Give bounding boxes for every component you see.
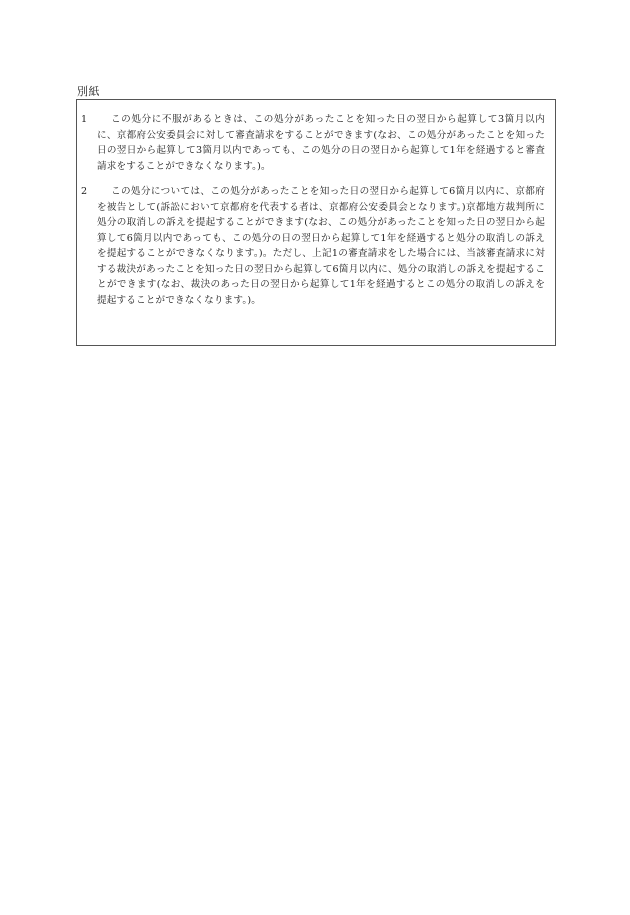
clause-1	[81, 112, 545, 174]
clause-number: 1	[81, 114, 88, 125]
clause-2	[81, 184, 545, 308]
clause-text: この処分に不服があるときは、この処分があったことを知った日の翌日から起算して3箇月以内に、京都府公安委員会に対して審査請求をすることができます(なお、この処分があったことを知った日の翌日から起算して3箇月以内であっても、この処分の日の翌日から起算して1年を経過すると審査請求をすることができなくなります。)。	[97, 114, 545, 172]
clause-number: 2	[81, 186, 88, 197]
appeal-notice-box	[76, 99, 556, 346]
clause-text: この処分については、この処分があったことを知った日の翌日から起算して6箇月以内に、京都府を被告として(訴訟において京都府を代表する者は、京都府公安委員会となります。)京都地方裁判所に処分の取消しの訴えを提起することができます(なお、この処分があったことを知った日の翌日から起算して6箇月以内であっても、この処分の日の翌日から起算して1年を経過すると処分の取消しの訴えを提起することができなくなります。)。ただし、上記1の審査請求をした場合には、当該審査請求に対する裁決があったことを知った日の翌日から起算して6箇月以内に、処分の取消しの訴えを提起することができます(なお、裁決のあった日の翌日から起算して1年を経過するとこの処分の取消しの訴えを提起することができなくなります。)。	[97, 186, 545, 306]
attachment-label: 別紙	[77, 85, 100, 98]
